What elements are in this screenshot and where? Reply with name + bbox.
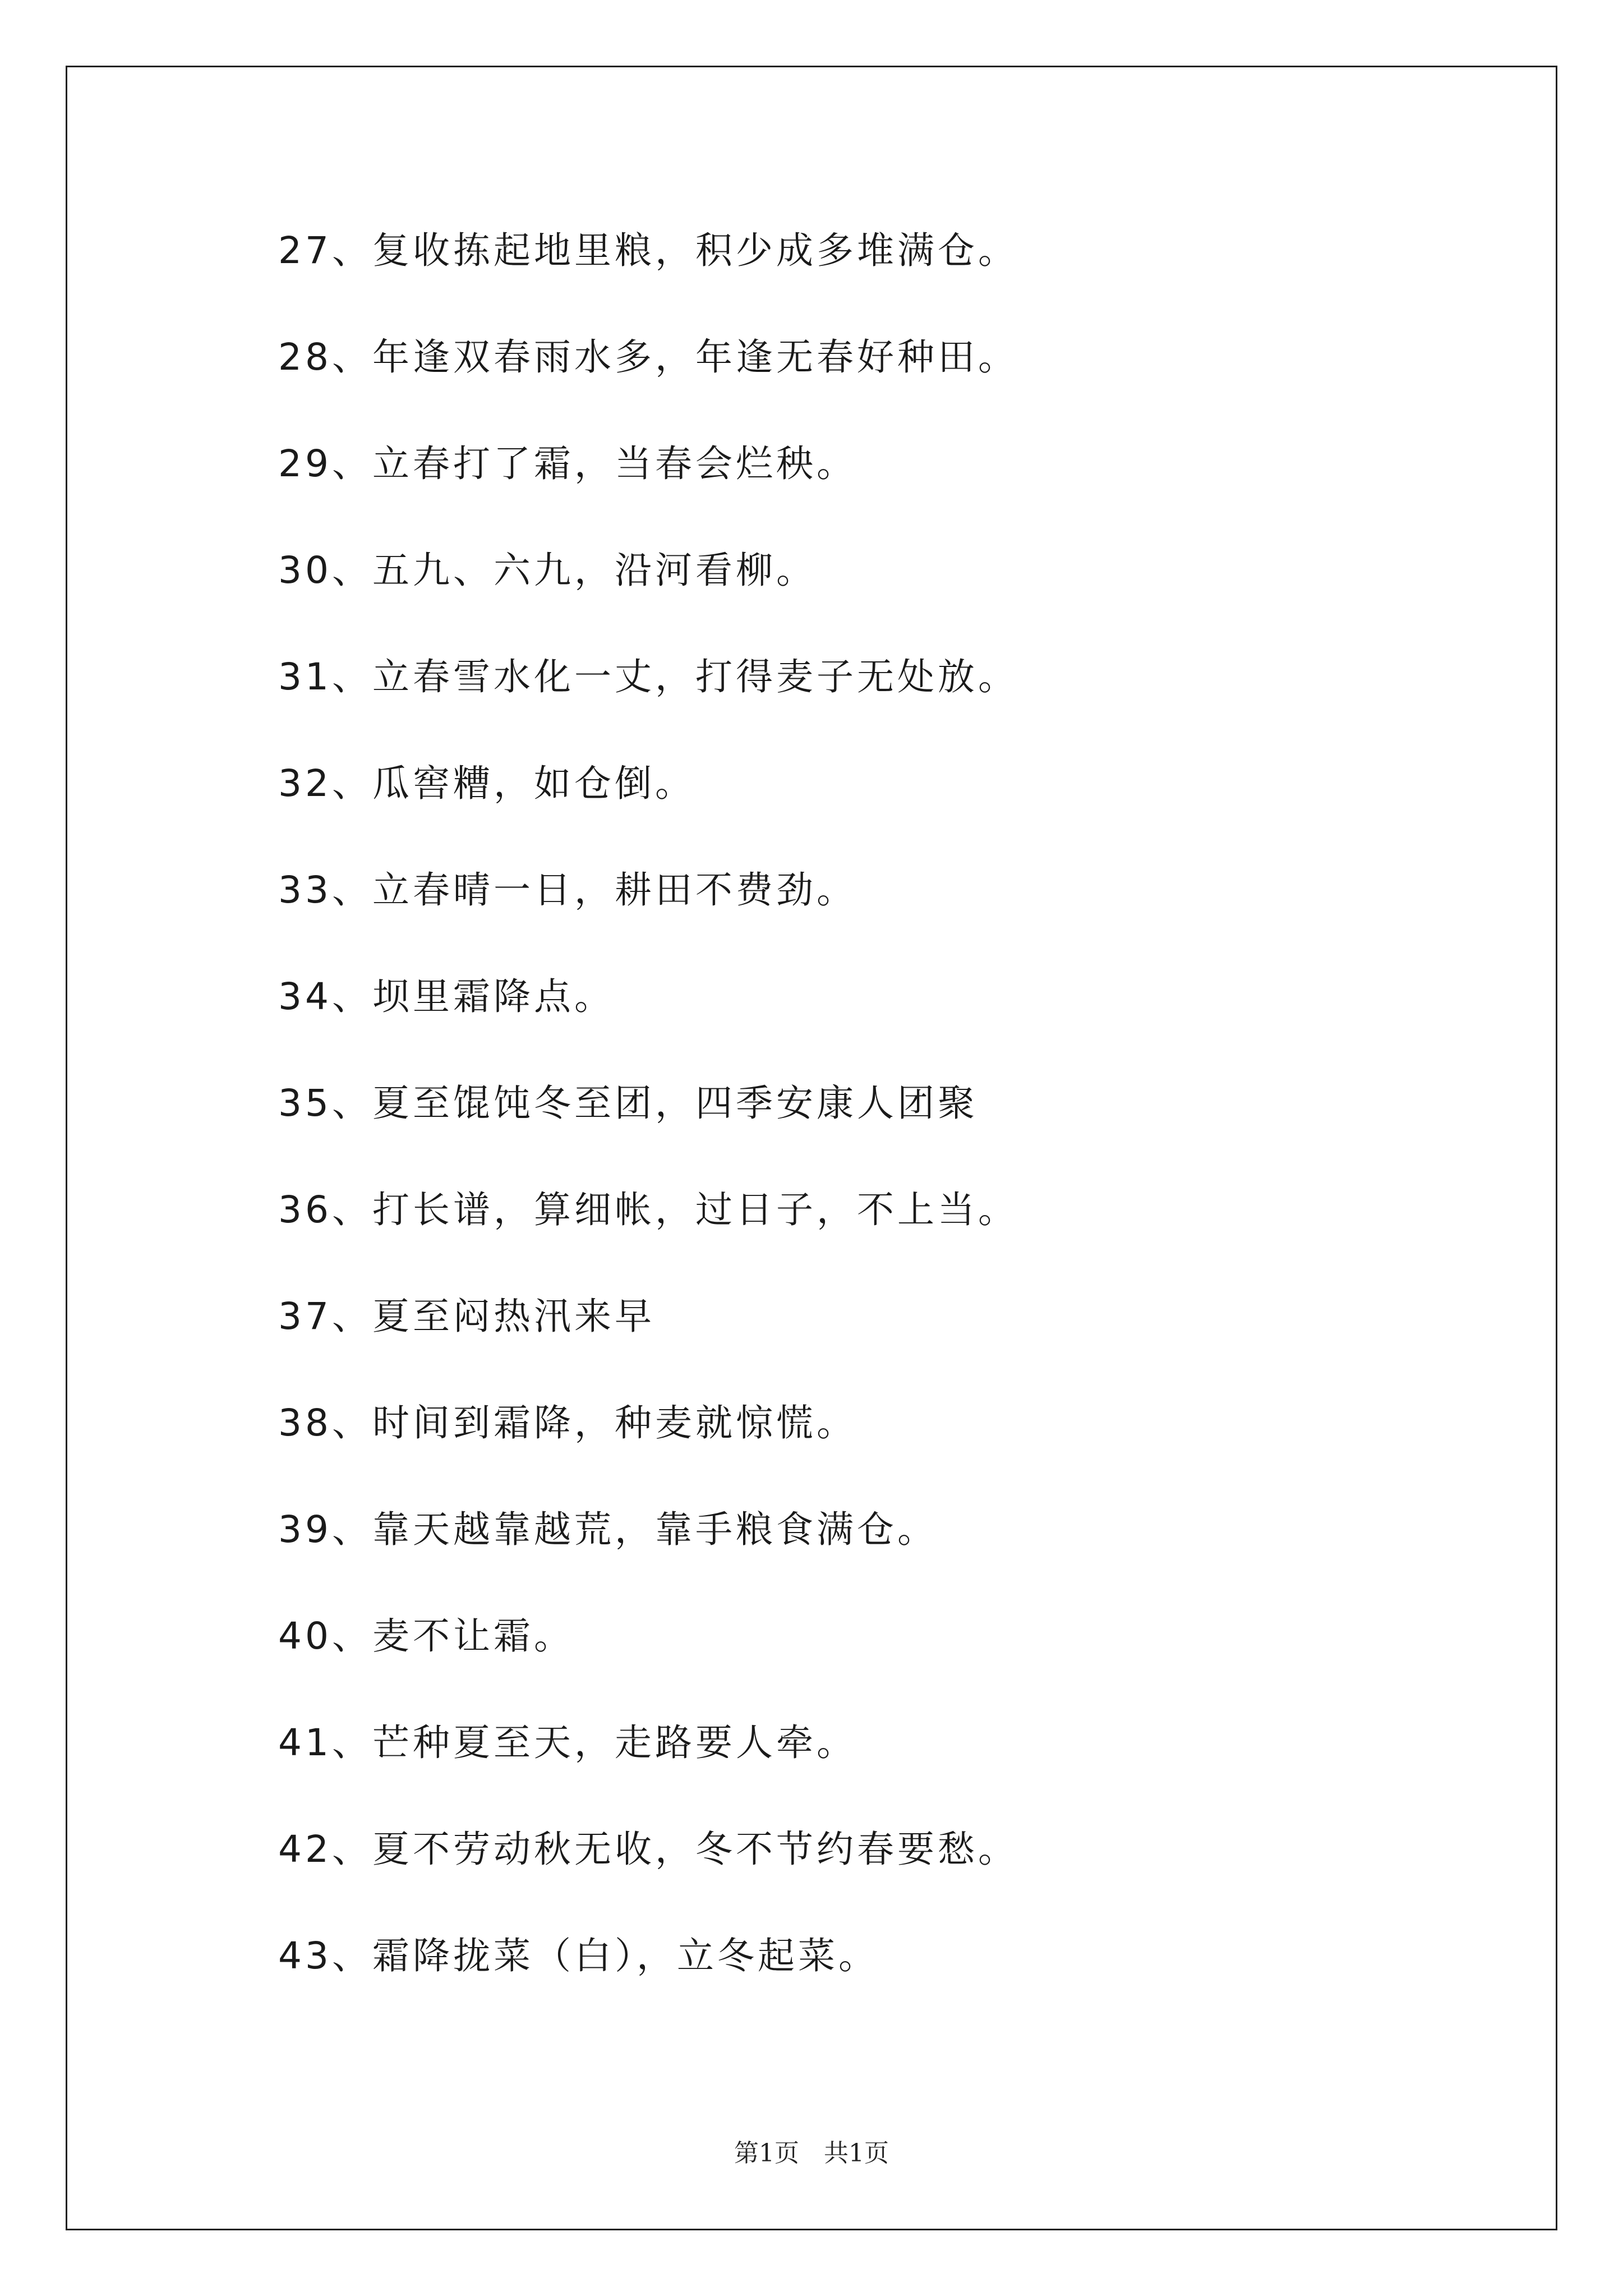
proverb-line: 36、打长谱，算细帐，过日子，不上当。 [278,1188,1018,1231]
page-number-footer: 第1页 共1页 [734,2139,889,2168]
proverb-line: 41、芒种夏至天，走路要人牵。 [278,1721,857,1764]
proverb-line: 30、五九、六九，沿河看柳。 [278,549,817,592]
proverb-line: 43、霜降拢菜（白），立冬起菜。 [278,1934,879,1977]
proverb-line: 40、麦不让霜。 [278,1614,574,1658]
proverb-list [278,220,1512,2032]
proverb-line: 29、立春打了霜，当春会烂秧。 [278,442,857,485]
proverb-line: 32、瓜窖糟，如仓倒。 [278,762,695,805]
proverb-line: 28、年逢双春雨水多，年逢无春好种田。 [278,335,1018,379]
proverb-line: 34、坝里霜降点。 [278,975,615,1018]
proverb-line: 37、夏至闷热汛来早 [278,1295,655,1338]
proverb-line: 31、立春雪水化一丈，打得麦子无处放。 [278,655,1018,698]
proverb-line: 38、时间到霜降，种麦就惊慌。 [278,1401,857,1444]
proverb-line: 33、立春晴一日，耕田不费劲。 [278,868,857,912]
proverb-line: 39、靠天越靠越荒，靠手粮食满仓。 [278,1508,938,1551]
proverb-line: 35、夏至馄饨冬至团，四季安康人团聚 [278,1082,978,1125]
proverb-line: 42、夏不劳动秋无收，冬不节约春要愁。 [278,1828,1018,1871]
proverb-line: 27、复收拣起地里粮，积少成多堆满仓。 [278,229,1018,272]
